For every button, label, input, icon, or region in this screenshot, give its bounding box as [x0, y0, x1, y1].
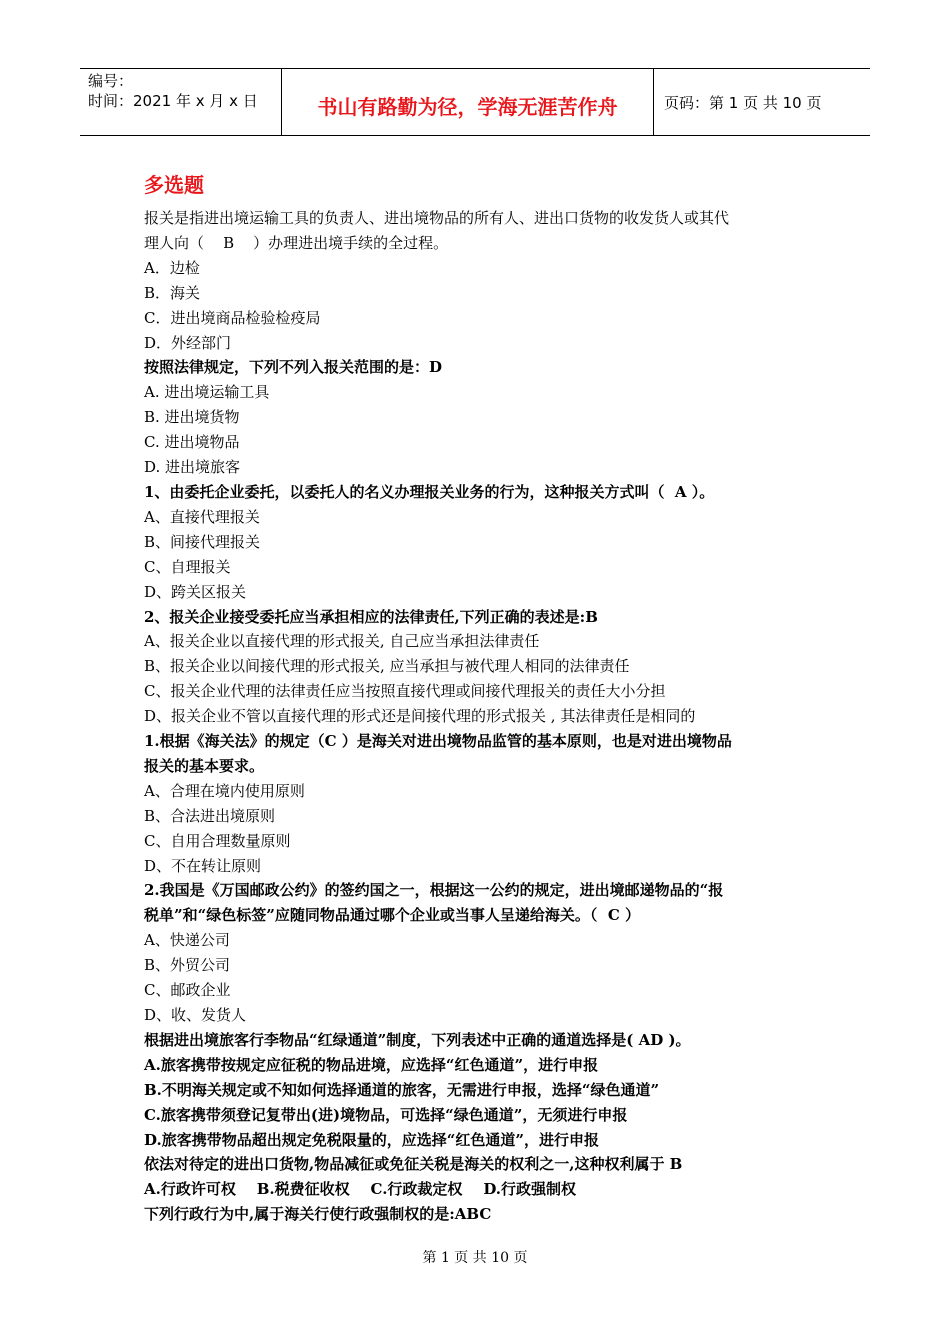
number-label: 编号： — [88, 72, 134, 90]
text-line: A、合理在境内使用原则 — [144, 781, 305, 800]
text-line: 下列行政行为中,属于海关行使行政强制权的是:ABC — [144, 1205, 492, 1224]
text-line: C、邮政企业 — [144, 981, 231, 1000]
page-info: 页码：第 1 页 共 10 页 — [664, 93, 822, 112]
document-body — [144, 170, 814, 1227]
text-line: C．进出境商品检验检疫局 — [144, 308, 321, 327]
question-lines — [144, 206, 814, 1227]
text-line: D.旅客携带物品超出规定免税限量的，应选择“红色通道”，进行申报 — [144, 1130, 599, 1149]
motto-text: 书山有路勤为径，学海无涯苦作舟 — [317, 94, 618, 119]
time-label: 时间：2021 年 x 月 x 日 — [88, 92, 258, 110]
text-line: D. 进出境旅客 — [144, 458, 241, 477]
text-line: 按照法律规定，下列不列入报关范围的是：D — [144, 358, 443, 377]
text-line: 报关是指进出境运输工具的负责人、进出境物品的所有人、进出口货物的收发货人或其代 — [144, 209, 730, 227]
text-line: 税单”和“绿色标签”应随同物品通过哪个企业或当事人呈递给海关。（ C ） — [144, 906, 640, 925]
text-line: D．外经部门 — [144, 333, 232, 352]
text-line: A、快递公司 — [144, 931, 230, 950]
text-line: 2.我国是《万国邮政公约》的签约国之一，根据这一公约的规定，进出境邮递物品的“报 — [144, 881, 724, 900]
text-line: C、报关企业代理的法律责任应当按照直接代理或间接代理报关的责任大小分担 — [144, 682, 666, 701]
text-line: A．边检 — [144, 258, 200, 277]
text-line: 理人向（ B ）办理进出境手续的全过程。 — [144, 233, 449, 252]
text-line: 2、报关企业接受委托应当承担相应的法律责任,下列正确的表述是:B — [144, 607, 598, 626]
text-line: D、收、发货人 — [144, 1006, 247, 1024]
text-line: B、间接代理报关 — [144, 532, 261, 551]
text-line: B、外贸公司 — [144, 956, 231, 975]
text-line: B、合法进出境原则 — [144, 806, 276, 825]
header-meta-cell — [80, 69, 282, 135]
text-line: 1、由委托企业委托，以委托人的名义办理报关业务的行为，这种报关方式叫（ A ）。 — [144, 482, 715, 501]
text-line: 1.根据《海关法》的规定（C ）是海关对进出境物品监管的基本原则，也是对进出境物品 — [144, 732, 732, 751]
header-motto-cell — [282, 69, 654, 135]
text-line: C、自理报关 — [144, 557, 231, 576]
header-table — [80, 68, 870, 136]
text-line: B、报关企业以间接代理的形式报关, 应当承担与被代理人相同的法律责任 — [144, 657, 630, 676]
text-line: D、报关企业不管以直接代理的形式还是间接代理的形式报关 , 其法律责任是相同的 — [144, 707, 696, 726]
text-line: B．海关 — [144, 283, 201, 302]
text-line: A. 进出境运输工具 — [144, 383, 270, 402]
text-line: B. 进出境货物 — [144, 408, 240, 427]
text-line: C.旅客携带须登记复带出(进)境物品，可选择“绿色通道”，无须进行申报 — [144, 1105, 628, 1124]
text-line: D、跨关区报关 — [144, 582, 247, 601]
text-line: D、不在转让原则 — [144, 856, 262, 875]
text-line: A.旅客携带按规定应征税的物品进境，应选择“红色通道”，进行申报 — [144, 1055, 599, 1074]
text-line: C、自用合理数量原则 — [144, 831, 291, 850]
text-line: 依法对待定的进出口货物,物品减征或免征关税是海关的权利之一,这种权利属于 B — [144, 1155, 683, 1174]
text-line: B.不明海关规定或不知如何选择通道的旅客，无需进行申报，选择“绿色通道” — [144, 1080, 660, 1099]
text-line: 报关的基本要求。 — [144, 756, 265, 775]
text-line: A.行政许可权 B.税费征收权 C.行政裁定权 D.行政强制权 — [144, 1180, 577, 1199]
text-line: 根据进出境旅客行李物品“红绿通道”制度，下列表述中正确的通道选择是( AD )。 — [144, 1030, 691, 1049]
text-line: A、直接代理报关 — [144, 507, 260, 526]
page-footer: 第 1 页 共 10 页 — [422, 1250, 528, 1266]
section-title: 多选题 — [144, 173, 204, 197]
text-line: C. 进出境物品 — [144, 433, 240, 452]
text-line: A、报关企业以直接代理的形式报关, 自己应当承担法律责任 — [144, 632, 540, 651]
header-page-cell — [654, 69, 870, 135]
